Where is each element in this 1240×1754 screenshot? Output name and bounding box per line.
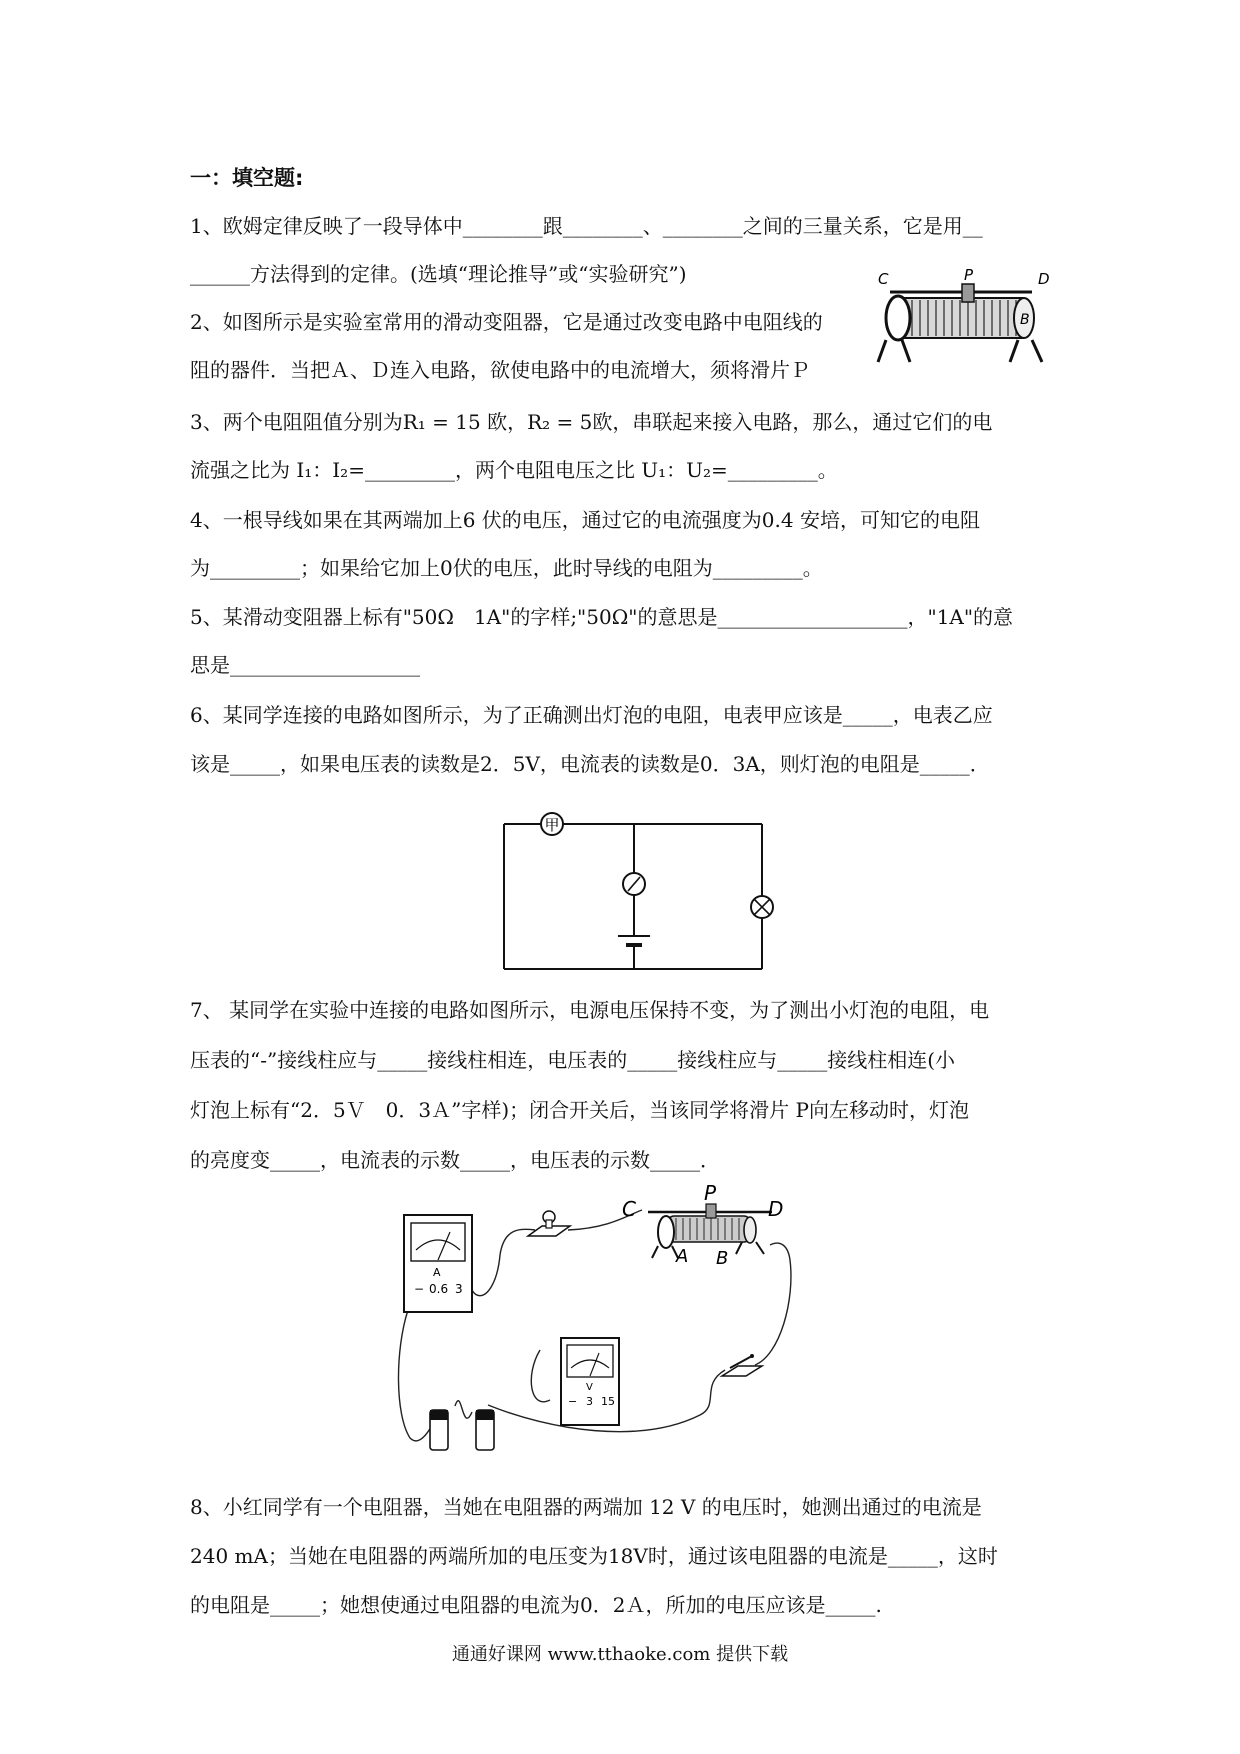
meter-jia-label: 甲	[544, 816, 560, 834]
rheostat-label-d: D	[1038, 270, 1050, 288]
question-4-line-1: 4、一根导线如果在其两端加上6 伏的电压，通过它的电流强度为0.4 安培，可知它的电阻	[190, 508, 980, 532]
wire-ammeter-to-lamp	[468, 1229, 535, 1295]
wire-voltmeter-terminal	[531, 1350, 550, 1402]
question-7-line-3: 灯泡上标有“2．5Ｖ 0．3Ａ”字样)；闭合开关后，当该同学将滑片 P向左移动时，灯泡	[190, 1098, 969, 1122]
circuit-diagram-q6	[500, 805, 770, 975]
question-8-line-3: 的电阻是_____；她想使通过电阻器的电流为0．2Ａ，所加的电压应该是_____.	[190, 1593, 882, 1617]
ammeter-terminal-0-6: 0.6	[429, 1282, 449, 1296]
voltmeter-symbol: V	[586, 1382, 593, 1393]
rheostat-q7-label-p: P	[704, 1181, 717, 1205]
battery-cell-1	[430, 1410, 448, 1450]
ammeter	[404, 1215, 472, 1312]
voltmeter-terminal-3: 3	[586, 1395, 593, 1408]
question-5-line-1: 5、某滑动变阻器上标有"50Ω 1A"的字样;"50Ω"的意思是___________________，"1A"的意	[190, 605, 1014, 629]
lamp-holder	[528, 1211, 570, 1236]
voltmeter-terminal-15: 15	[601, 1395, 615, 1408]
question-7-line-2: 压表的“-”接线柱应与_____接线柱相连，电压表的_____接线柱应与_____接线柱相连(小	[190, 1048, 956, 1072]
question-2-line-1: 2、如图所示是实验室常用的滑动变阻器，它是通过改变电路中电阻线的	[190, 310, 823, 334]
footer-source: 通通好课网 www.tthaoke.com 提供下载	[451, 1644, 789, 1665]
ammeter-terminal-neg: −	[414, 1282, 425, 1296]
question-7-line-1: 7、 某同学在实验中连接的电路如图所示，电源电压保持不变，为了测出小灯泡的电阻，电	[190, 998, 990, 1022]
question-4-line-2: 为_________；如果给它加上0伏的电压，此时导线的电阻为_________。	[190, 556, 823, 580]
battery-cell-2	[476, 1410, 494, 1450]
voltmeter	[561, 1338, 619, 1425]
question-3-line-2: 流强之比为 I₁：I₂=_________，两个电阻电压之比 U₁：U₂=_________。	[190, 458, 838, 482]
ammeter-terminal-3: 3	[455, 1282, 463, 1296]
question-8-line-2: 240 mA；当她在电阻器的两端所加的电压变为18V时，通过该电阻器的电流是_____，这时	[190, 1544, 998, 1568]
question-1-line-1: 1、欧姆定律反映了一段导体中________跟________、________之间的三量关系，它是用__	[190, 214, 983, 238]
rheostat-q7-label-c: C	[622, 1197, 636, 1221]
rheostat-label-p: P	[964, 266, 974, 284]
rheostat-q7-label-b: B	[716, 1248, 729, 1269]
rheostat-label-b: B	[1020, 312, 1030, 328]
question-5-line-2: 思是___________________	[190, 653, 420, 677]
wire-cell-to-cell	[455, 1401, 472, 1418]
rheostat-q7-label-d: D	[768, 1197, 784, 1221]
voltmeter-terminal-neg: −	[568, 1395, 578, 1408]
question-6-line-2: 该是_____，如果电压表的读数是2．5V，电流表的读数是0．3A，则灯泡的电阻是_____．	[190, 752, 990, 776]
question-6-line-1: 6、某同学连接的电路如图所示，为了正确测出灯泡的电阻，电表甲应该是_____，电表乙应	[190, 703, 993, 727]
question-7-line-4: 的亮度变_____，电流表的示数_____，电压表的示数_____．	[190, 1148, 720, 1172]
rheostat	[648, 1204, 772, 1258]
rheostat-label-c: C	[878, 270, 889, 288]
rheostat-figure	[872, 266, 1052, 370]
ammeter-symbol: A	[433, 1266, 441, 1279]
question-1-line-2: ______方法得到的定律。(选填“理论推导”或“实验研究”)	[190, 262, 687, 286]
rheostat-q7-label-a: A	[676, 1246, 689, 1267]
wire-switch-to-b	[755, 1243, 791, 1365]
section-title: 一：填空题:	[190, 166, 304, 190]
question-8-line-1: 8、小红同学有一个电阻器，当她在电阻器的两端加 12 V 的电压时，她测出通过的电流是	[190, 1495, 982, 1519]
question-2-line-2: 阻的器件．当把Ａ、Ｄ连入电路，欲使电路中的电流增大，须将滑片Ｐ	[190, 358, 810, 382]
circuit-diagram-q7	[400, 1181, 910, 1465]
question-3-line-1: 3、两个电阻阻值分别为R₁ = 15 欧，R₂ = 5欧，串联起来接入电路，那么，通过它们的电	[190, 410, 993, 434]
